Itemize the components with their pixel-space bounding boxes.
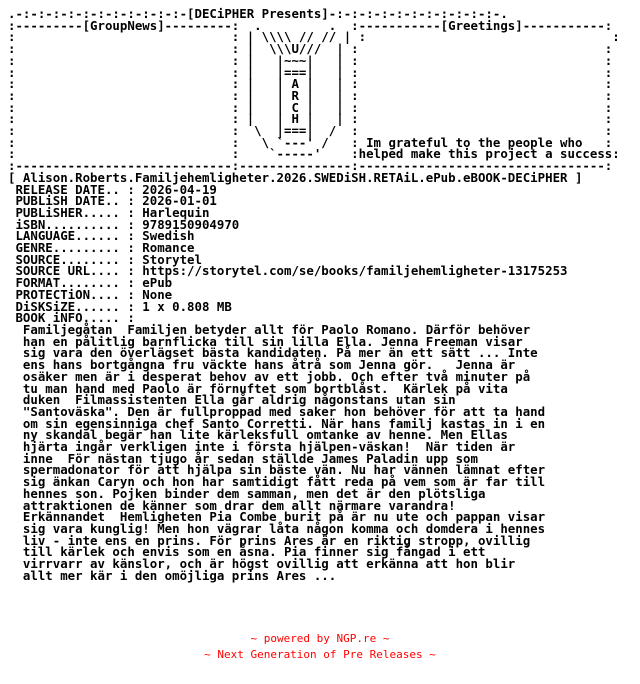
nfo-text: .-:-:-:-:-:-:-:-:-:-:-:-[DECiPHER Presents]-:-:-:-:-:-:-:-:-:-:-:-. :---------[GroupNews]---------: . . :-----------[Greetings]-----------: : : | \\\\ // // | : : : : | \\\U/// | : : : : | |~~~| | : : : : | |===| | : : : : | | A | | : : : : | | R | | : : : : | | C | | : : : : | | H | | : : : : \ |===| / : : : : \ `---' / : Im grateful to the people who : : : `-----' :helped make this project a success: :-----------------------------:---------------:---------------------------------: [ Alison.Roberts.Familjehemligheter.2026.SWEDiSH.RETAiL.ePub.eBOOK-DECiPHER ] RELEASE DATE.. : 2026-04-19 PUBLiSH DATE.. : 2026-01-01 PUBLiSHER..... : Harlequin iSBN.......... : 9789150904970 LANGUAGE...... : Swedish GENRE......... : Romance SOURCE........ : Storytel SOURCE URL.... : https://storytel.com/se/books/familjehemligheter-13175253 FORMAT........ : ePub PROTECTiON.... : None DiSKSiZE...... : 1 x 0.808 MB BOOK iNFO..... : Familjegåtan Familjen betyder allt för Paolo Romano. Därför behöver han en pålitlig barnflicka till sin lilla Ella. Jenna Freeman visar sig vara den överlägset bästa kandidaten. På mer än ett sätt ... Inte ens hans bortgångna fru väckte hans åtrå som Jenna gör. Jenna är osäker men är i desperat behov av ett jobb. Och efter två minuter på tu man hand med Paolo är förnuftet som bortblåst. Kärlek på vita duken Filmassistenten Ella går aldrig någonstans utan sin "Santoväska". Den är fullproppad med saker hon behöver för att ta hand om sin egensinniga chef Santo Corretti. När hans familj kastas in i en ny skandal begär han lite kärleksfull omtanke av henne. Men Ellas hjärta ingår verkligen inte i första hjälpen-väskan! När tiden är inne För nästan tjugo år sedan ställde James Paladin upp som spermadonator för att hjälpa sin bäste vän. Nu har vännen lämnat efter sig änkan Caryn och hon har samtidigt fått reda på vem som är far till hennes son. Pojken binder dem samman, men det är den plötsliga attraktionen de känner som drar dem allt närmare varandra! Erkännandet Hemligheten Pia Combe burit på är nu ute och pappan visar sig vara kunglig! Men hon vägrar låta någon komma och domdera i hennes liv - inte ens en prins. För prins Ares är en riktig stropp, ovillig till kärlek och envis som en åsna. Pia finner sig fångad i ett virrvarr av känslor, och är högst ovillig att erkänna att hon blir allt mer kär i den omöjliga prins Ares ...: [8, 6, 620, 583]
footer-tagline: ~ Next Generation of Pre Releases ~: [204, 648, 436, 661]
footer-powered-by: ~ powered by NGP.re ~: [250, 632, 390, 645]
